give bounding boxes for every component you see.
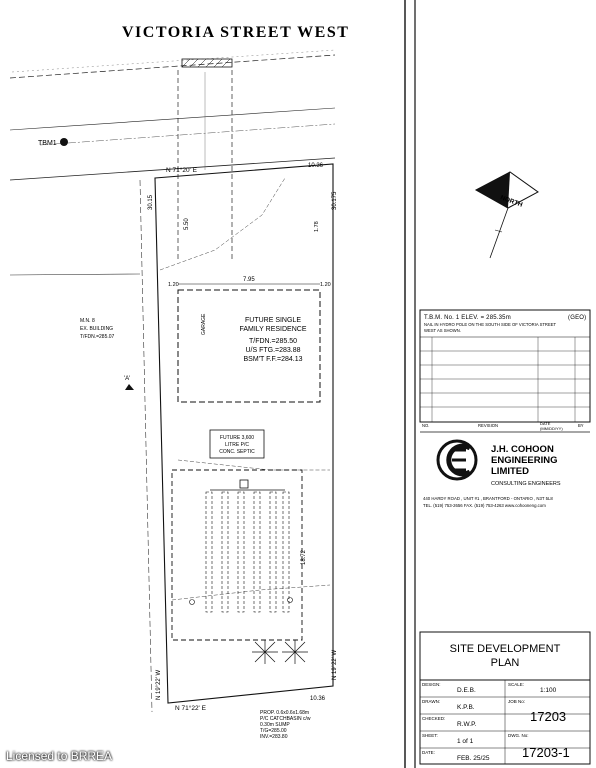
design-label: DESIGN:	[422, 682, 441, 687]
catchbasin-symbol	[282, 640, 308, 664]
bearing-side-left: N 19°22' W	[156, 669, 162, 700]
dim-side-right: 30.175	[332, 191, 338, 210]
neighbor-label-1: M.N. 8	[80, 318, 95, 324]
bearing-top: N 71°20' E	[166, 167, 197, 174]
house-label-3: T/FDN.=285.50	[248, 338, 298, 345]
rev-date-header: DATE	[540, 421, 551, 426]
house-label-5: BSM'T F.F.=284.13	[243, 356, 303, 363]
house-footprint	[178, 290, 320, 402]
firm-logo-icon	[438, 441, 476, 479]
date-value: FEB. 25/25	[457, 755, 490, 762]
sheet-value: 1 of 1	[457, 738, 474, 745]
section-marker: 'A'	[124, 376, 131, 382]
rev-no-header: NO.	[422, 423, 430, 428]
neighbor-lot-line	[140, 180, 152, 712]
catchbasin-note-1: PROP. 0.6x0.6x1.68m	[260, 710, 310, 716]
neighbor-line	[10, 274, 140, 275]
scale-label: SCALE:	[508, 682, 525, 687]
catchbasin-note-3: 0.30m SUMP	[260, 722, 290, 728]
drawing-title-1: SITE DEVELOPMENT	[449, 643, 561, 655]
job-value: 17203	[530, 709, 567, 724]
date-label: DATE:	[422, 750, 435, 755]
dim-rear-right: 10.36	[310, 696, 326, 702]
firm-contact: TEL. (519) 753-2656 FAX. (519) 753-4263 www.cohooneng.com	[423, 503, 546, 508]
house-label-4: U/S FTG.=283.88	[245, 347, 301, 354]
tbm-line-3: WEST AS SHOWN.	[424, 328, 461, 333]
septic-bed	[172, 470, 302, 640]
catchbasin-note-5: INV.=283.80	[260, 734, 288, 740]
drawing-title-box	[420, 632, 590, 680]
catchbasin-symbol	[252, 640, 278, 664]
benchmark-icon	[60, 138, 68, 146]
garage-label: GARAGE	[201, 313, 207, 335]
benchmark-label: TBM1	[38, 140, 57, 147]
distribution-box	[240, 480, 248, 488]
contour-line	[160, 178, 285, 270]
watermark: Licensed to BRREA	[6, 749, 113, 763]
checked-value: R.W.P.	[457, 721, 477, 728]
design-value: D.E.B.	[457, 687, 476, 694]
section-arrow-icon	[125, 384, 134, 390]
dim-small-2: 1.20	[320, 282, 331, 288]
firm-tagline: CONSULTING ENGINEERS	[491, 481, 561, 487]
house-label-2: FAMILY RESIDENCE	[239, 326, 307, 333]
septic-label-3: CONC. SEPTIC	[219, 449, 255, 455]
leaching-pipes	[206, 492, 289, 612]
tbm-line-2: NAIL IN HYDRO POLE ON THE SOUTH SIDE OF VICTORIA STREET	[424, 322, 557, 327]
catchbasin-note-4: T/G=285.00	[260, 728, 287, 734]
dim-small-1: 1.20	[168, 282, 179, 288]
tbm-geo: (GEO)	[568, 315, 587, 321]
firm-name-1: J.H. COHOON	[491, 444, 554, 455]
dim-house-width: 7.95	[243, 277, 255, 283]
contour-line	[172, 585, 330, 600]
tbm-line-1: T.B.M. No. 1 ELEV. = 285.35m	[424, 315, 511, 321]
service-line	[40, 124, 335, 145]
dim-small-3: 1.78	[314, 221, 320, 232]
drawing-title-2: PLAN	[490, 657, 520, 669]
north-label: NORTH	[499, 194, 524, 209]
rev-by-header: BY	[578, 423, 584, 428]
neighbor-label-3: T/FDN.=285.07	[80, 334, 115, 340]
north-arrow-icon	[476, 172, 538, 258]
contour-line	[178, 460, 330, 470]
scale-value: 1:100	[540, 687, 557, 694]
street-name: VICTORIA STREET WEST	[122, 24, 350, 41]
dim-side-left: 30.15	[148, 194, 154, 210]
road-centerline	[10, 55, 335, 78]
bearing-side-right: N 19°22' W	[332, 649, 338, 680]
septic-label-1: FUTURE 3,600	[219, 435, 255, 441]
sheet-label: SHEET:	[422, 733, 438, 738]
road-offset-line	[12, 50, 335, 72]
dim-setback: 5.50	[184, 218, 190, 230]
dwg-label: DWG. No:	[508, 733, 529, 738]
dim-front-right: 10.36	[308, 163, 324, 169]
job-label: JOB No:	[508, 699, 526, 704]
catchbasin-note-2: P/C CATCHBASIN c/w	[260, 716, 311, 722]
checked-label: CHECKED:	[422, 716, 446, 721]
drawn-value: K.P.B.	[457, 704, 475, 711]
firm-name-3: LIMITED	[491, 466, 529, 477]
dwg-value: 17203-1	[522, 745, 570, 760]
neighbor-label-2: EX. BUILDING	[80, 326, 114, 332]
septic-label-2: LITRE P/C	[225, 442, 249, 448]
firm-name-2: ENGINEERING	[491, 455, 558, 466]
house-label-1: FUTURE SINGLE	[244, 317, 302, 324]
dim-yard: 18.72	[301, 549, 307, 565]
road-edge-line	[10, 108, 335, 130]
bearing-bottom: N 71°22' E	[175, 705, 206, 712]
rev-revision-header: REVISION	[478, 423, 499, 428]
rev-date-format: (MM/DD/YY)	[540, 426, 563, 431]
drawn-label: DRAWN:	[422, 699, 441, 704]
firm-address: 440 HARDY ROAD , UNIT #1 , BRANTFORD - ONTARIO , N3T 5L8	[423, 496, 553, 501]
lot-boundary	[155, 164, 333, 703]
